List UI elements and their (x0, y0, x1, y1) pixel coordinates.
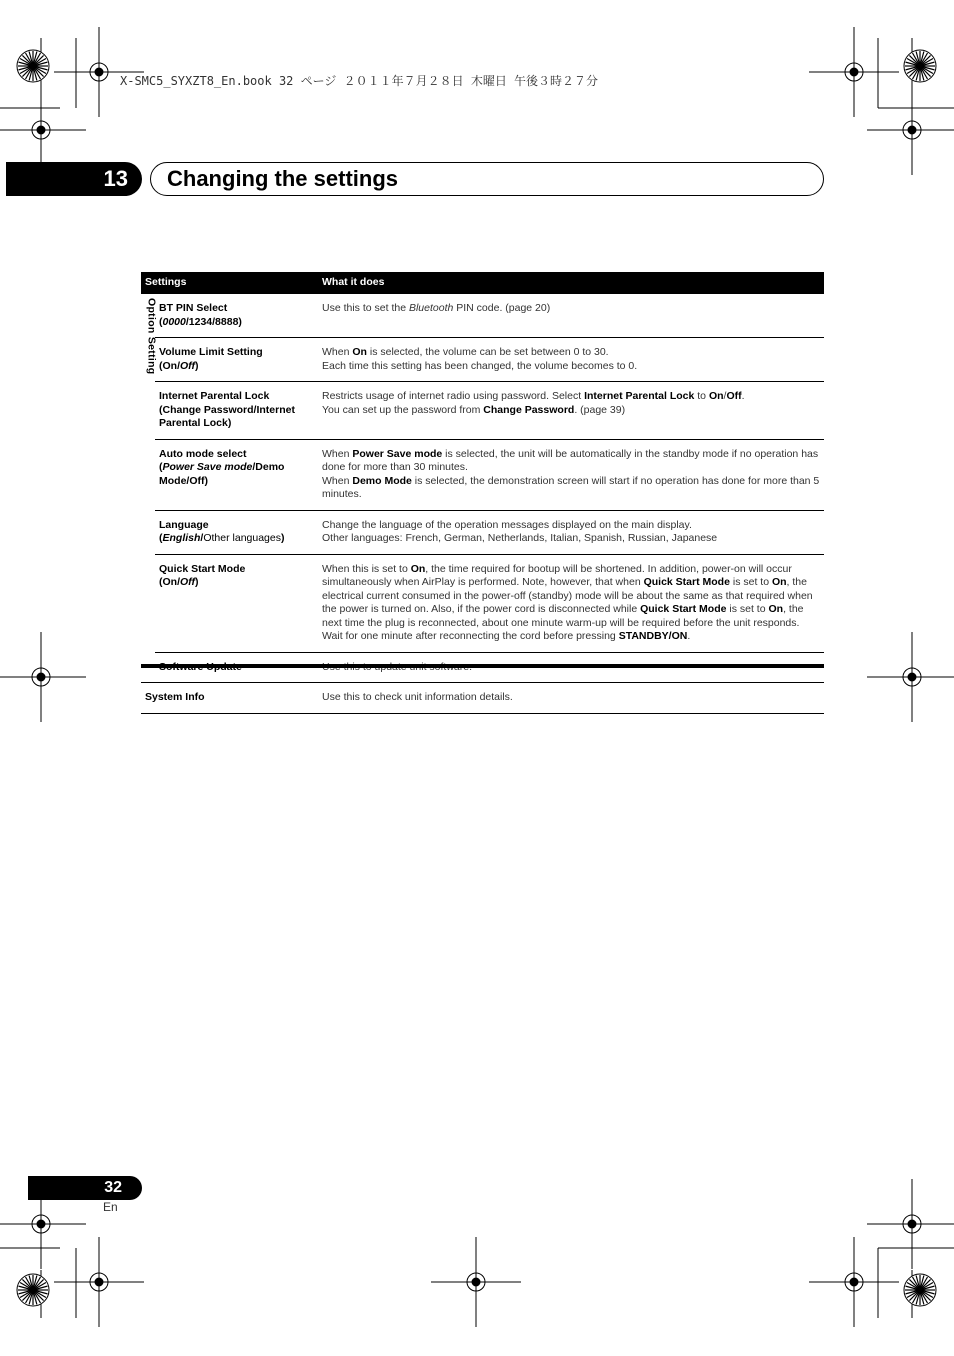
table-row (141, 338, 824, 382)
setting-name: Auto mode select (Power Save mode/Demo Mode/Off) (155, 439, 318, 510)
table-header-row (141, 272, 824, 294)
header-what-it-does: What it does (318, 272, 824, 294)
table-row (141, 382, 824, 440)
chapter-number-badge (6, 162, 142, 196)
page-language: En (103, 1200, 118, 1214)
setting-description: When On is selected, the volume can be set between 0 to 30. Each time this setting has been changed, the volume becomes to 0. (318, 338, 824, 382)
page-number: 32 (104, 1179, 122, 1196)
chapter-title-bar (150, 162, 824, 196)
chapter-number: 13 (103, 166, 128, 191)
chapter-title: Changing the settings (167, 166, 398, 191)
setting-name: Internet Parental Lock (Change Password/Internet Parental Lock) (155, 382, 318, 440)
setting-description: Use this to set the Bluetooth PIN code. (page 20) (318, 294, 824, 338)
setting-description: Change the language of the operation messages displayed on the main display. Other languages: French, German, Netherlands, Italian, Spanish, Russian, Japanese (318, 510, 824, 554)
option-setting-group (141, 294, 158, 683)
setting-name: Quick Start Mode (On/Off) (155, 554, 318, 652)
table-row (141, 439, 824, 510)
table-row (141, 510, 824, 554)
setting-description: When this is set to On, the time required for bootup will be shortened. In addition, power-on will occur simultaneously when AirPlay is performed. Note, however, that when Quick Start Mode is set to On, the electrical current consumed in the power-off (standby) mode will be about the same as that required when the power is turned on. Also, if the power cord is disconnected while Quick Start Mode is set to On, the next time the plug is reconnected, about one minute warm-up will be required before the unit responds. Wait for one minute after reconnecting the cord before pressing STANDBY/ON. (318, 554, 824, 652)
page-number-badge (28, 1176, 142, 1200)
setting-name: System Info (141, 683, 318, 714)
table-row (141, 554, 824, 652)
setting-description: When Power Save mode is selected, the unit will be automatically in the standby mode if no operation has done for more than 30 minutes. When Demo Mode is selected, the demonstration screen will start if no operation has done for more than 5 minutes. (318, 439, 824, 510)
setting-description: Use this to check unit information details. (318, 683, 824, 714)
table-row-system-info (141, 683, 824, 714)
settings-table (141, 272, 824, 714)
setting-name: Language (English/Other languages) (155, 510, 318, 554)
table-row (141, 294, 824, 338)
print-header: X-SMC5_SYXZT8_En.book 32 ページ ２０１１年７月２８日 木曜日 午後３時２７分 (120, 74, 599, 88)
header-settings: Settings (141, 272, 318, 294)
table-bottom-rule (141, 664, 824, 668)
setting-description: Restricts usage of internet radio using password. Select Internet Parental Lock to On/Off. You can set up the password from Change Password. (page 39) (318, 382, 824, 440)
group-label: Option Setting (145, 298, 158, 375)
setting-name: BT PIN Select (0000/1234/8888) (155, 294, 318, 338)
setting-name: Volume Limit Setting (On/Off) (155, 338, 318, 382)
